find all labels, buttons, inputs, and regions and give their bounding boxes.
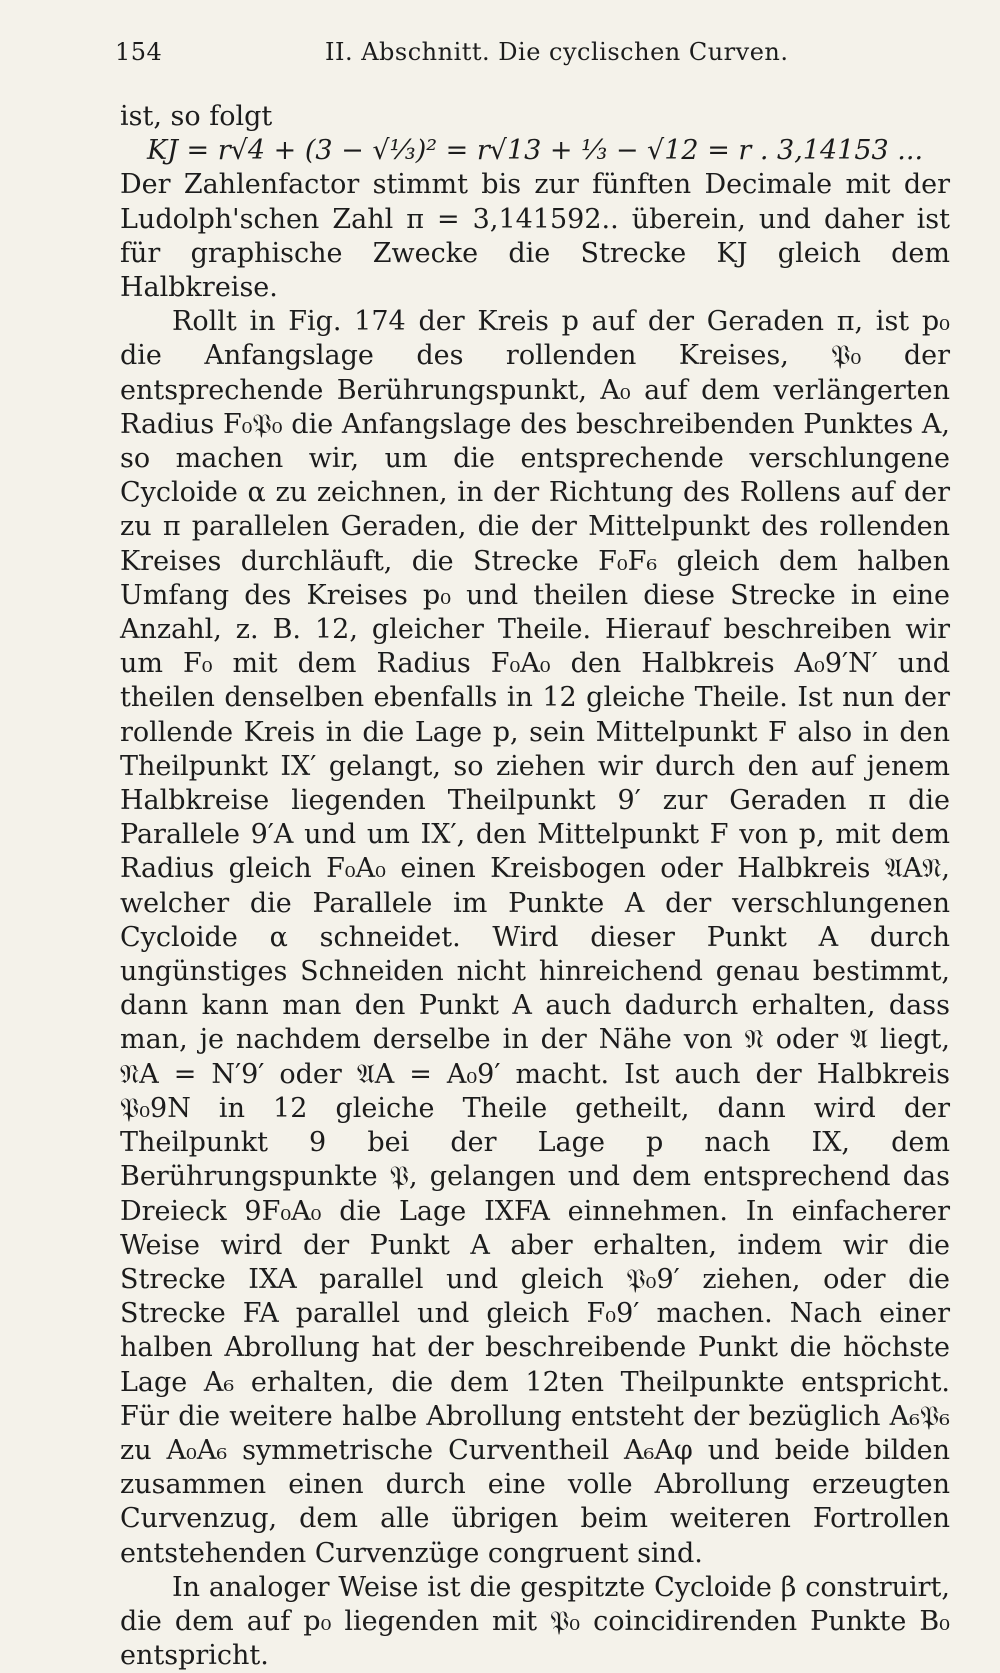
intro-line: ist, so folgt bbox=[120, 101, 273, 132]
section-title: II. Abschnitt. Die cyclischen Curven. bbox=[325, 38, 789, 66]
body-text bbox=[120, 100, 950, 1673]
paragraph-2: Rollt in Fig. 174 der Kreis p auf der Geraden π, ist p₀ die Anfangslage des rollenden Kreises, 𝔓₀ der entsprechende Berührungspunkt, A₀ auf dem verlängerten Radius F₀𝔓₀ die Anfangslage des beschreibenden Punktes A, so machen wir, um die entsprechende verschlungene Cycloide α zu zeichnen, in der Richtung des Rollens auf der zu π parallelen Geraden, die der Mittelpunkt des rollenden Kreises durchläuft, die Strecke F₀F₆ gleich dem halben Umfang des Kreises p₀ und theilen diese Strecke in eine Anzahl, z. B. 12, gleicher Theile. Hierauf beschreiben wir um F₀ mit dem Radius F₀A₀ den Halbkreis A₀9′N′ und theilen denselben ebenfalls in 12 gleiche Theile. Ist nun der rollende Kreis in die Lage p, sein Mittelpunkt F also in den Theilpunkt IX′ gelangt, so ziehen wir durch den auf jenem Halbkreise liegenden Theilpunkt 9′ zur Geraden π die Parallele 9′A und um IX′, den Mittelpunkt F von p, mit dem Radius gleich F₀A₀ einen Kreisbogen oder Halbkreis 𝔄A𝔑, welcher die Parallele im Punkte A der verschlungenen Cycloide α schneidet. Wird dieser Punkt A durch ungünstiges Schneiden nicht hinreichend genau bestimmt, dann kann man den Punkt A auch dadurch erhalten, dass man, je nachdem derselbe in der Nähe von 𝔑 oder 𝔄 liegt, 𝔑A = N′9′ oder 𝔄A = A₀9′ macht. Ist auch der Halbkreis 𝔓₀9N in 12 gleiche Theile getheilt, dann wird der Theilpunkt 9 bei der Lage p nach IX, dem Berührungspunkte 𝔓, gelangen und dem entsprechend das Dreieck 9F₀A₀ die Lage IXFA einnehmen. In einfacherer Weise wird der Punkt A aber erhalten, indem wir die Strecke IXA parallel und gleich 𝔓₀9′ ziehen, oder die Strecke FA parallel und gleich F₀9′ machen. Nach einer halben Abrollung hat der beschreibende Punkt die höchste Lage A₆ erhalten, die dem 12ten Theilpunkte entspricht. Für die weitere halbe Abrollung entsteht der bezüglich A₆𝔓₆ zu A₀A₆ symmetrische Curventheil A₆Aφ und beide bilden zusammen einen durch eine volle Abrollung erzeugten Curvenzug, dem alle übrigen beim weiteren Fortrollen entstehenden Curvenzüge congruent sind. bbox=[120, 306, 950, 1569]
page-number: 154 bbox=[115, 38, 163, 66]
formula-kj: KJ = r√4 + (3 − √⅓)² = r√13 + ⅓ − √12 = r . 3,14153 ... bbox=[146, 135, 924, 167]
paragraph-3: In analoger Weise ist die gespitzte Cycloide β construirt, die dem auf p₀ liegenden mit 𝔓₀ coincidirenden Punkte B₀ entspricht. bbox=[120, 1571, 950, 1672]
paragraph-1: Der Zahlenfactor stimmt bis zur fünften Decimale mit der Ludolph'schen Zahl π = 3,141592.. überein, und daher ist für graphische Zwecke die Strecke KJ gleich dem Halbkreise. bbox=[120, 169, 950, 304]
